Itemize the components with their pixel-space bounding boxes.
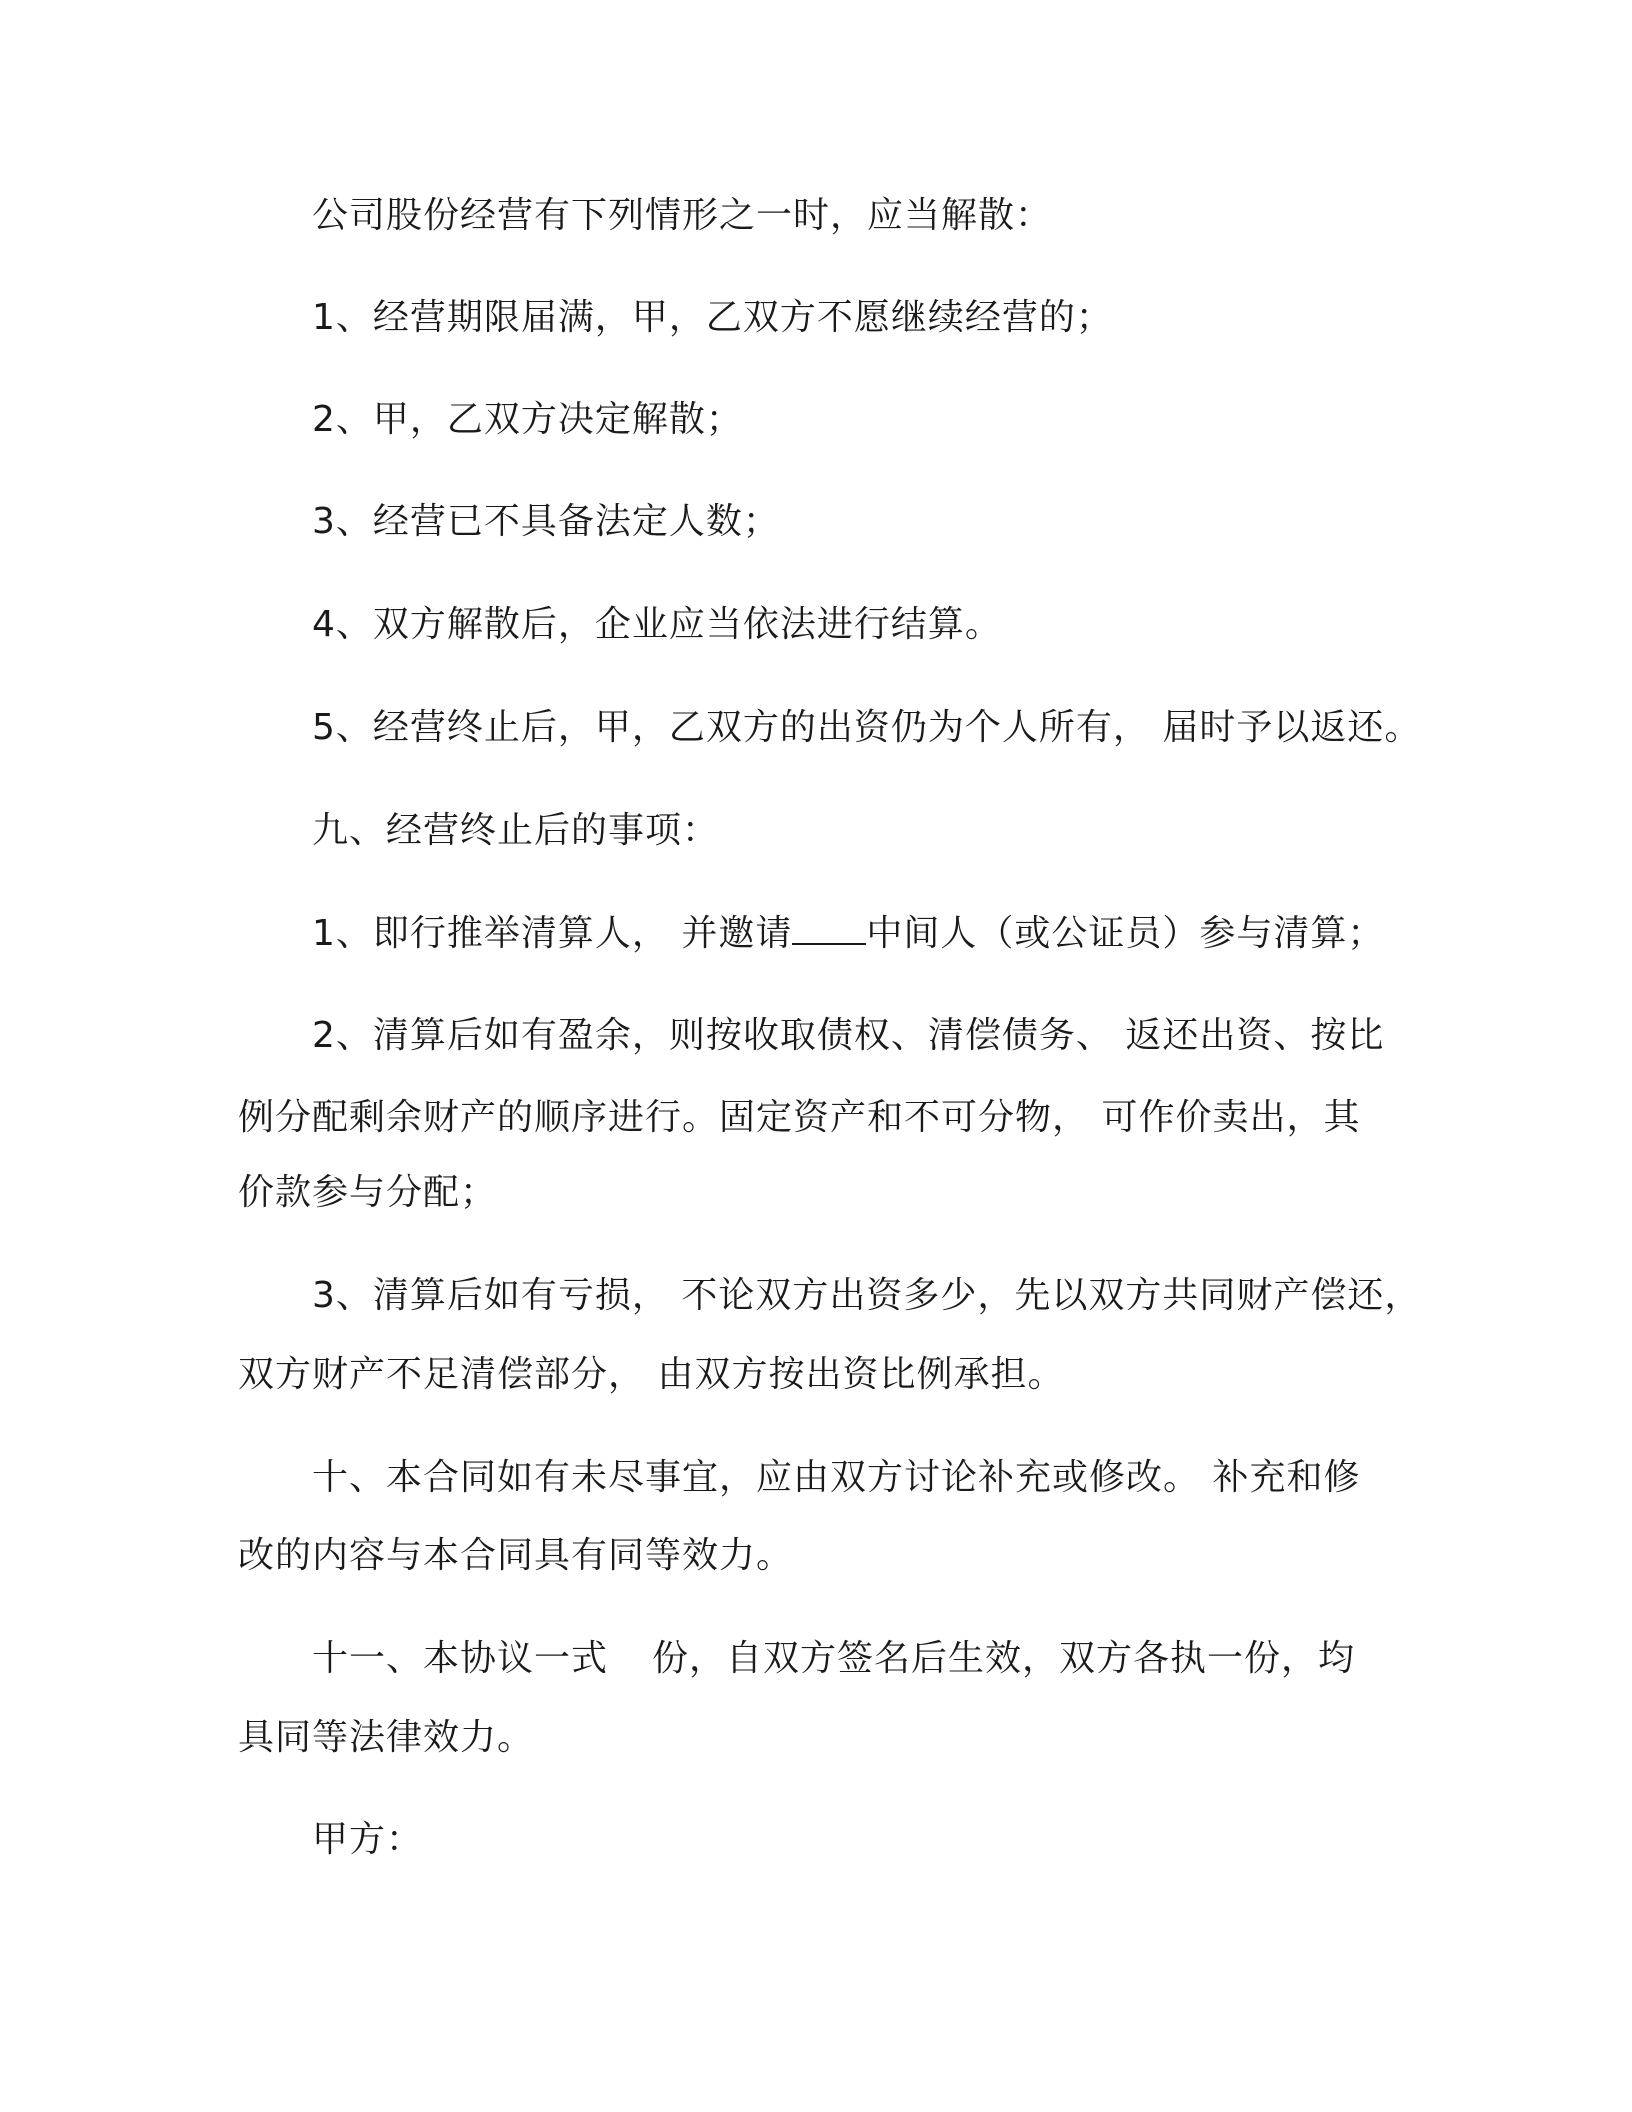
section-10-line-2: 改的内容与本合同具有同等效力。 xyxy=(238,1535,794,1576)
termination-item-2-line-3: 价款参与分配； xyxy=(238,1172,498,1213)
section-11-line-2: 具同等法律效力。 xyxy=(238,1717,535,1758)
termination-item-2-line-1: 2、清算后如有盈余，则按收取债权、清偿债务、 返还出资、按比 xyxy=(312,1015,1385,1056)
dissolution-item-1: 1、经营期限届满，甲，乙双方不愿继续经营的； xyxy=(312,297,1113,338)
blank-underline xyxy=(792,913,866,945)
dissolution-item-3: 3、经营已不具备法定人数； xyxy=(312,501,780,542)
party-a-label: 甲方： xyxy=(312,1819,424,1860)
dissolution-item-2: 2、甲，乙双方决定解散； xyxy=(312,399,743,440)
intro-dissolution-conditions: 公司股份经营有下列情形之一时，应当解散： xyxy=(312,195,1053,236)
dissolution-item-5: 5、经营终止后，甲，乙双方的出资仍为个人所有， 届时予以返还。 xyxy=(312,707,1422,748)
section-11-part-b: 份，自双方签名后生效，双方各执一份，均 xyxy=(652,1638,1356,1679)
section-11-part-a: 十一、本协议一式 xyxy=(312,1638,609,1679)
termination-item-1-part-b: 中间人（或公证员）参与清算； xyxy=(866,913,1385,954)
termination-item-1 xyxy=(312,912,1384,956)
termination-item-3-line-2: 双方财产不足清偿部分， 由双方按出资比例承担。 xyxy=(238,1354,1065,1395)
dissolution-item-4: 4、双方解散后，企业应当依法进行结算。 xyxy=(312,604,1002,645)
termination-item-2-line-2: 例分配剩余财产的顺序进行。固定资产和不可分物， 可作价卖出，其 xyxy=(238,1097,1361,1138)
termination-item-1-part-a: 1、即行推举清算人， 并邀请 xyxy=(312,913,793,954)
section-9-heading: 九、经营终止后的事项： xyxy=(312,810,720,851)
section-11-line-1 xyxy=(312,1637,1355,1681)
termination-item-3-line-1: 3、清算后如有亏损， 不论双方出资多少，先以双方共同财产偿还， xyxy=(312,1275,1422,1316)
section-10-line-1: 十、本合同如有未尽事宜，应由双方讨论补充或修改。 补充和修 xyxy=(312,1457,1361,1498)
